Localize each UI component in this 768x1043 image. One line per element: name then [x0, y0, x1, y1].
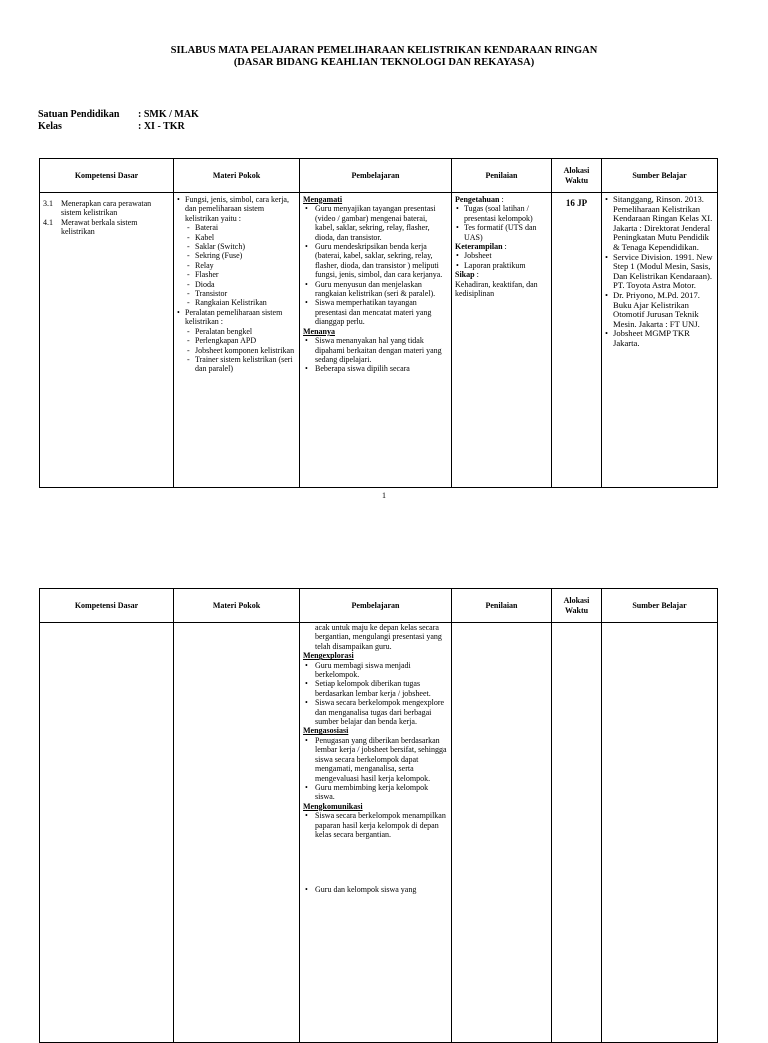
list-item: • Sitanggang, Rinson. 2013. Pemeliharaan Kelistrikan Kendaraan Ringan Kelas XI. Jakarta : Direktorat Jenderal Peningkatan Mutu Pendidik & Tenaga Kependidikan. [613, 195, 714, 253]
col-header-materi: Materi Pokok [174, 159, 300, 193]
list-item: • Beberapa siswa dipilih secara [315, 364, 448, 373]
list-item: • Laporan praktikum [464, 261, 548, 270]
list-item: • Guru menyajikan tayangan presentasi (video / gambar) mengenai baterai, kabel, saklar, sekring, relay, flasher, dioda, dan transistor. [315, 204, 448, 242]
alokasi-line-2: Waktu [564, 175, 589, 185]
alokasi-line-2: Waktu [564, 605, 589, 615]
list-item: • Tes formatif (UTS dan UAS) [464, 223, 548, 242]
col-header-penilaian: Penilaian [452, 589, 552, 623]
header-row [40, 159, 718, 193]
pembelajaran-continuation: acak untuk maju ke depan kelas secara bergantian, mengulangi presentasi yang telah disampaikan guru. [315, 623, 442, 651]
kd-cell [40, 623, 174, 1043]
list-item: - Kabel [195, 233, 296, 242]
list-item: - Transistor [195, 289, 296, 298]
col-header-kd: Kompetensi Dasar [40, 159, 174, 193]
section-menanya: Menanya [303, 326, 335, 336]
list-item: • Jobsheet [464, 251, 548, 260]
materi-cell [174, 623, 300, 1043]
list-item: - Flasher [195, 270, 296, 279]
list-item: • Setiap kelompok diberikan tugas berdasarkan lembar kerja / jobsheet. [315, 679, 448, 698]
syllabus-table-page-1 [39, 158, 718, 488]
kd-item: 4.1 Merawat berkala sistem kelistrikan [43, 217, 138, 237]
materi-group-2: • Peralatan pemeliharaan sistem kelistrikan : - Peralatan bengkel - Perlengkapan APD - Jobsheet komponen kelistrikan - Trainer sistem kelistrikan (seri dan paralel) [185, 308, 296, 374]
kd-item: 3.1 Menerapkan cara perawatan sistem kelistrikan [43, 199, 152, 218]
list-item: • Siswa menanyakan hal yang tidak dipahami berkaitan dengan materi yang sedang dipelajari. [315, 336, 448, 364]
section-mengasosiasi: Mengasosiasi [303, 726, 349, 736]
pembelajaran-cell [300, 193, 452, 488]
list-item: • Siswa secara berkelompok menampilkan paparan hasil kerja kelompok di depan kelas secara bergantian. [315, 811, 448, 839]
col-header-pembelajaran: Pembelajaran [300, 589, 452, 623]
table-row [40, 193, 718, 488]
header-row [40, 589, 718, 623]
list-item: - Perlengkapan APD [195, 336, 296, 345]
penilaian-keterampilan: Keterampilan [455, 242, 503, 252]
meta-satuan-label: Satuan Pendidikan [38, 109, 120, 120]
list-item: • Guru mendeskripsikan benda kerja (baterai, kabel, saklar, sekring, relay, flasher, dioda, dan transistor ) meliputi fungsi, jenis, simbol, dan cara kerjanya. [315, 242, 448, 280]
section-mengamati: Mengamati [303, 195, 343, 204]
list-item: • Guru dan kelompok siswa yang [315, 885, 448, 894]
alokasi-cell [552, 623, 602, 1043]
alokasi-value: 16 JP [565, 198, 588, 208]
meta-kelas-label: Kelas [38, 121, 62, 132]
alokasi-line-1: Alokasi [563, 596, 590, 606]
sumber-cell [602, 193, 718, 488]
penilaian-cell: Pengetahuan : • Tugas (soal latihan / presentasi kelompok) • Tes formatif (UTS dan UAS) Keterampilan : • Jobsheet • Laporan praktikum Sikap : Kehadiran, keaktifan, dan kedisiplinan [452, 193, 552, 488]
sumber-cell [602, 623, 718, 1043]
penilaian-pengetahuan: Pengetahuan [455, 195, 500, 204]
list-item: - Saklar (Switch) [195, 242, 296, 251]
list-item: - Peralatan bengkel [195, 327, 296, 336]
list-item: - Trainer sistem kelistrikan (seri dan paralel) [195, 355, 296, 374]
col-header-alokasi [552, 589, 602, 623]
col-header-alokasi [552, 159, 602, 193]
syllabus-table-page-2 [39, 588, 718, 1043]
list-item: - Relay [195, 261, 296, 270]
penilaian-sikap-text: Kehadiran, keaktifan, dan kedisiplinan [455, 279, 538, 299]
page-number: 1 [382, 491, 386, 500]
meta-kelas-value: : XI - TKR [138, 121, 185, 132]
col-header-penilaian: Penilaian [452, 159, 552, 193]
list-item: - Rangkaian Kelistrikan [195, 298, 296, 307]
meta-satuan-value: : SMK / MAK [138, 109, 199, 120]
materi-cell [174, 193, 300, 488]
list-item: • Guru membimbing kerja kelompok siswa. [315, 783, 448, 802]
col-header-kd: Kompetensi Dasar [40, 589, 174, 623]
section-mengkomunikasi: Mengkomunikasi [303, 801, 363, 811]
table-row [40, 623, 718, 1043]
list-item: • Jobsheet MGMP TKR Jakarta. [613, 329, 714, 348]
list-item: - Dioda [195, 280, 296, 289]
list-item: • Dr. Priyono, M.Pd. 2017. Buku Ajar Kelistrikan Otomotif Jurusan Teknik Mesin. Jakarta : FT UNJ. [613, 291, 714, 329]
meta-kelas [38, 121, 185, 133]
meta-satuan [38, 109, 199, 121]
list-item: • Penugasan yang diberikan berdasarkan lembar kerja / jobsheet bersifat, sehingga siswa secara berkelompok dapat mengamati, menganalisa, serta mengevaluasi hasil kerja kelompok. [315, 736, 448, 783]
materi-group-1: • Fungsi, jenis, simbol, cara kerja, dan pemeliharaan sistem kelistrikan yaitu : - Baterai - Kabel - Saklar (Switch) - Sekring (Fuse) - Relay - Flasher - Dioda - Transistor - Rangkaian Kelistrikan [185, 195, 296, 308]
list-item: • Guru membagi siswa menjadi berkelompok. [315, 661, 448, 680]
col-header-sumber: Sumber Belajar [602, 159, 718, 193]
list-item: • Siswa memperhatikan tayangan presentasi dan mencatat materi yang dianggap perlu. [315, 298, 448, 326]
alokasi-cell [552, 193, 602, 488]
section-mengexplorasi: Mengexplorasi [303, 651, 354, 661]
list-item: • Service Division. 1991. New Step 1 (Modul Mesin, Sasis, Dan Kelistrikan Kendaraan). PT. Toyota Astra Motor. [613, 253, 714, 291]
alokasi-line-1: Alokasi [563, 166, 590, 176]
list-item: - Sekring (Fuse) [195, 251, 296, 260]
col-header-pembelajaran: Pembelajaran [300, 159, 452, 193]
title-line-2: (DASAR BIDANG KEAHLIAN TEKNOLOGI DAN REKAYASA) [233, 57, 535, 68]
kd-cell [40, 193, 174, 488]
title-line-1: SILABUS MATA PELAJARAN PEMELIHARAAN KELISTRIKAN KENDARAAN RINGAN [170, 45, 598, 56]
list-item: • Guru menyusun dan menjelaskan rangkaian kelistrikan (seri & paralel). [315, 280, 448, 299]
penilaian-sikap: Sikap [455, 270, 475, 280]
list-item: • Tugas (soal latihan / presentasi kelompok) [464, 204, 548, 223]
col-header-materi: Materi Pokok [174, 589, 300, 623]
col-header-sumber: Sumber Belajar [602, 589, 718, 623]
list-item: - Baterai [195, 223, 296, 232]
list-item: • Siswa secara berkelompok mengexplore dan menganalisa tugas dari berbagai sumber belajar dan benda kerja. [315, 698, 448, 726]
penilaian-cell [452, 623, 552, 1043]
pembelajaran-cell [300, 623, 452, 1043]
list-item: - Jobsheet komponen kelistrikan [195, 346, 296, 355]
